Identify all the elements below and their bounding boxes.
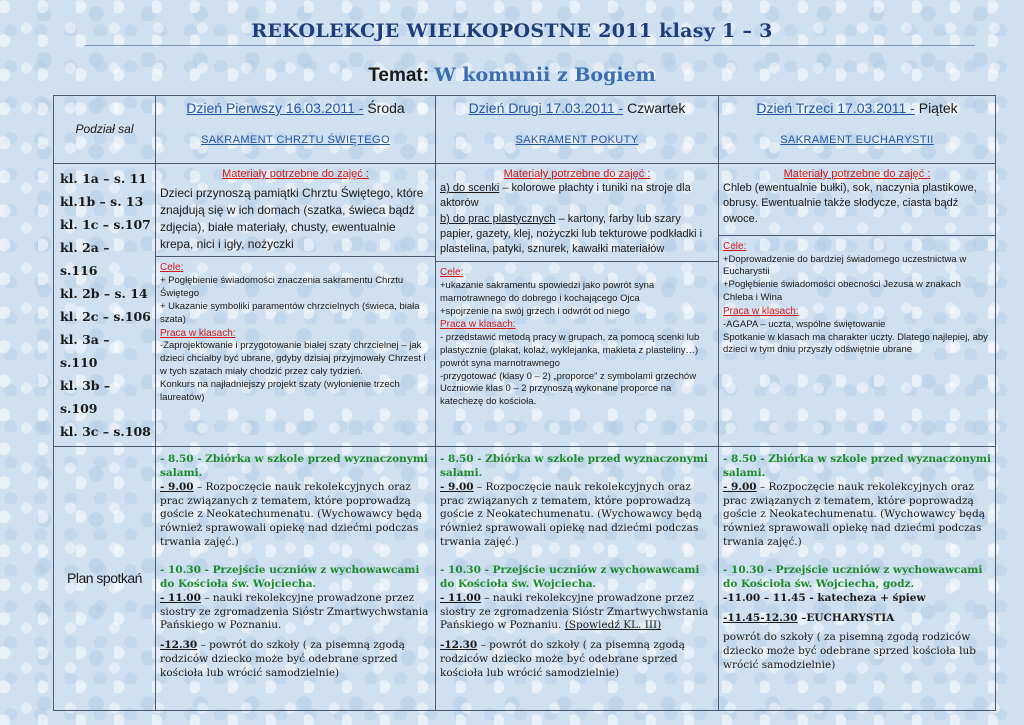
plan-text: - Zbiórka w szkole przed wyznaczonymi salami.	[160, 453, 428, 479]
work-item: Spotkanie w klasach ma charakter uczty. Dlatego najlepiej, aby dzieci w tym dniu przyszły odświętnie ubrane	[723, 331, 988, 356]
day-3-details	[719, 164, 996, 447]
day-3-materials: Chleb (ewentualnie bułki), sok, naczynia plastikowe, obrusy. Ewentualnie także słodycze, ciasta bądź owoce.	[723, 182, 977, 225]
plan-text: - katecheza + śpiew	[805, 591, 926, 604]
work-item: -AGAPA – uczta, wspólne świętowanie	[723, 318, 886, 330]
materials-title: Materiały potrzebne do zajęć :	[783, 168, 931, 180]
plan-time: - 9.00	[440, 480, 474, 493]
day-2-sacrament: SAKRAMENT POKUTY	[515, 134, 639, 147]
day-3-weekday: Piątek	[918, 100, 958, 116]
materials-title: Materiały potrzebne do zajęć :	[503, 168, 651, 180]
room-division-label: Podział sal	[54, 96, 156, 164]
day-2-date: Dzień Drugi 17.03.2011 -	[468, 100, 624, 116]
topic-label: Temat:	[368, 65, 430, 86]
goal-item: + Ukazanie symboliki paramentów chrzcielnych (świeca, biała szata)	[160, 300, 420, 325]
meeting-plan-label: Plan spotkań	[54, 447, 156, 711]
plan-time: - 10.30	[160, 564, 201, 577]
topic-line	[0, 64, 1024, 87]
title-divider	[85, 45, 975, 46]
work-item: -Zaprojektowanie i przygotowanie białej szaty chrzcielnej – jak dzieci chciałby być ubrane, gdyby dzisiaj przyjmowały Chrzest i w tych szatach miały chodzić przez cały tydzień.	[160, 340, 426, 377]
plan-time: - 9.00	[160, 480, 194, 493]
plan-time: - 11.00	[160, 591, 201, 604]
materials-title: Materiały potrzebne do zajęć :	[222, 168, 369, 180]
divider	[436, 261, 718, 262]
plan-time: -12.30	[440, 639, 478, 652]
day-1-materials: Dzieci przynoszą pamiątki Chrztu Świętego, które znajdują się w ich domach (szatka, świeca bądź zdjęcia), białe materiały, chusty, ewentualnie krepa, nici i igły, nożyczki	[160, 186, 424, 251]
divider	[156, 256, 435, 257]
day-3-sacrament: SAKRAMENT EUCHARYSTII	[780, 134, 934, 147]
plan-text: – Rozpoczęcie nauk rekolekcyjnych oraz prac związanych z tematem, które poprowadzą goście z Neokatechumenatu. (Wychowawcy będą również sprawowali opiekę nad dziećmi podczas trwania zajęć.)	[723, 480, 985, 549]
day-2-weekday: Czwartek	[627, 100, 686, 116]
plan-text: – powrót do szkoły ( za pisemną zgodą rodziców dziecko może być odebrane sprzed kościoła lub wrócić samodzielnie)	[160, 639, 405, 680]
day-1-plan	[156, 447, 436, 711]
plan-text: - Zbiórka w szkole przed wyznaczonymi salami.	[723, 453, 991, 479]
work-item: Konkurs na najładniejszy projekt szaty (wyłonienie trzech laureatów)	[160, 378, 400, 403]
goal-item: +spojrzenie na swój grzech i odwrót od niego	[440, 305, 630, 317]
class-room-item: kl. 2a – s.116	[60, 240, 110, 278]
plan-time: - 9.00	[723, 480, 757, 493]
day-3-plan	[719, 447, 996, 711]
schedule-table	[53, 95, 996, 711]
plan-text: powrót do szkoły ( za pisemną zgodą rodziców dziecko może być odebrane sprzed kościoła lub wrócić samodzielnie)	[723, 631, 976, 672]
plan-text: – Rozpoczęcie nauk rekolekcyjnych oraz prac związanych z tematem, które poprowadzą goście z Neokatechumenatu. (Wychowawcy będą również sprawowali opiekę nad dziećmi podczas trwania zajęć.)	[440, 480, 702, 549]
page-title: REKOLEKCJE WIELKOPOSTNE 2011 klasy 1 – 3	[251, 20, 773, 42]
plan-time: - 10.30	[723, 564, 764, 577]
class-room-item: kl. 3c – s.108	[60, 424, 151, 439]
day-1-header	[156, 96, 436, 164]
class-room-item: kl. 2c – s.106	[60, 309, 151, 324]
topic-value: W komunii z Bogiem	[434, 64, 656, 86]
goal-item: +Doprowadzenie do bardziej świadomego uczestnictwa w Eucharystii	[723, 253, 967, 278]
class-room-item: kl. 2b – s. 14	[60, 286, 148, 301]
work-title: Praca w klasach:	[160, 327, 236, 339]
goals-title: Cele:	[160, 262, 184, 274]
work-title: Praca w klasach:	[440, 319, 516, 331]
plan-time: - 10.30	[440, 564, 481, 577]
materials-b-label: b) do prac plastycznych	[440, 212, 556, 225]
plan-text: - Przejście uczniów z wychowawcami do Kościoła św. Wojciecha, godz.	[723, 564, 983, 590]
divider	[719, 235, 995, 236]
goals-title: Cele:	[440, 267, 464, 279]
materials-b: – kartony, farby lub szary papier, gazety, klej, nożyczki lub tekturowe podkładki i plastelina, patyki, sznurek, kawałki materiałów	[440, 212, 703, 255]
day-2-header	[436, 96, 719, 164]
goal-item: +ukazanie sakramentu spowiedzi jako powrót syna marnotrawnego do dobrego i kochającego Ojca	[440, 279, 655, 304]
day-3-date: Dzień Trzeci 17.03.2011 -	[756, 100, 915, 116]
work-item: - przedstawić metodą pracy w grupach, za pomocą scenki lub plastycznie (plakat, kolaż, wyklejanka, makieta z plasteliny…) powrót syna marnotrawnego	[440, 332, 700, 369]
class-room-item: kl. 3a – s.110	[60, 332, 110, 370]
day-2-details	[436, 164, 719, 447]
plan-text: - Zbiórka w szkole przed wyznaczonymi salami.	[440, 453, 708, 479]
plan-text: – Rozpoczęcie nauk rekolekcyjnych oraz prac związanych z tematem, które poprowadzą goście z Neokatechumenatu. (Wychowawcy będą również sprawowali opiekę nad dziećmi podczas trwania zajęć.)	[160, 480, 422, 549]
class-room-item: kl. 1a – s. 11	[60, 171, 147, 186]
plan-text: - Przejście uczniów z wychowawcami do Kościoła św. Wojciecha.	[160, 564, 420, 590]
work-item: -przygotować (klasy 0 – 2) „proporce” z symbolami grzechów Uczniowie klas 0 – 2 przynoszą wykonane proporce na katechezę do kościoła.	[440, 370, 697, 408]
day-1-weekday: Środa	[367, 100, 405, 116]
materials-a: – kolorowe płachty i tuniki na stroje dla aktorów	[440, 182, 691, 210]
work-title: Praca w klasach:	[723, 305, 799, 317]
class-room-item: kl.1b – s. 13	[60, 194, 144, 209]
plan-time: -11.00 – 11.45	[723, 591, 806, 604]
plan-text: – nauki rekolekcyjne prowadzone przez siostry ze zgromadzenia Sióstr Zmartwychwstania Pańskiego w Poznaniu.	[440, 591, 709, 632]
plan-confession-note: (Spowiedź KL. III)	[564, 619, 662, 632]
plan-time: - 11.00	[440, 591, 481, 604]
day-1-details	[156, 164, 436, 447]
day-1-date: Dzień Pierwszy 16.03.2011 -	[186, 100, 364, 116]
goal-item: +Pogłębienie świadomości obecności Jezusa w znakach Chleba i Wina	[723, 279, 961, 304]
plan-time: - 8.50	[160, 453, 194, 465]
plan-text: – powrót do szkoły ( za pisemną zgodą rodziców dziecko może być odebrane sprzed kościoła lub wrócić samodzielnie)	[440, 639, 685, 680]
plan-time: -11.45-12.30	[723, 611, 798, 624]
plan-time: -12.30	[160, 639, 198, 652]
class-room-item: kl. 3b – s.109	[60, 378, 111, 416]
plan-time: - 8.50	[723, 453, 757, 465]
plan-time: - 8.50	[440, 453, 474, 465]
materials-a-label: a) do scenki	[440, 182, 500, 195]
class-room-item: kl. 1c – s.107	[60, 217, 151, 232]
plan-text: – nauki rekolekcyjne prowadzone przez siostry ze zgromadzenia Sióstr Zmartwychwstania Pańskiego w Poznaniu.	[160, 591, 429, 632]
plan-text: - Przejście uczniów z wychowawcami do Kościoła św. Wojciecha.	[440, 564, 700, 590]
day-2-plan	[436, 447, 719, 711]
goal-item: + Pogłębienie świadomości znaczenia sakramentu Chrztu Świętego	[160, 275, 404, 300]
goals-title: Cele:	[723, 240, 747, 252]
class-room-list	[54, 164, 156, 447]
day-3-header	[719, 96, 996, 164]
day-1-sacrament: SAKRAMENT CHRZTU ŚWIĘTEGO	[201, 134, 390, 147]
plan-text: –EUCHARYSTIA	[797, 611, 895, 624]
